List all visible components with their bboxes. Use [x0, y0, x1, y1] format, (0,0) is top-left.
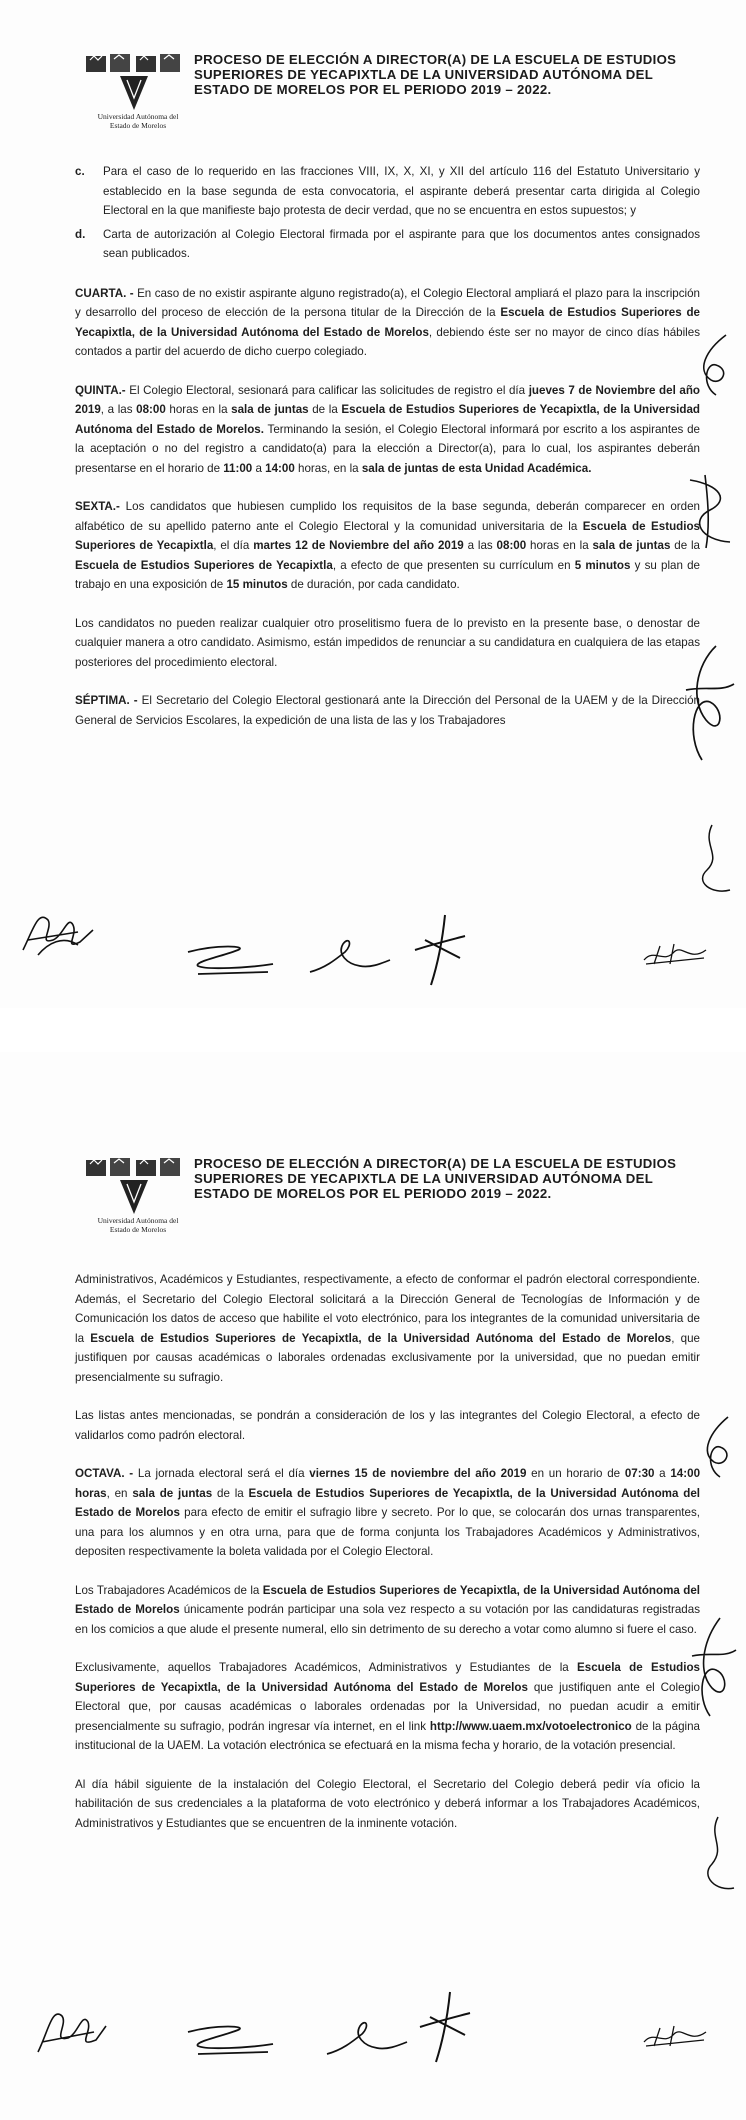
text-span: y su plan de trabajo en una exposición de [75, 558, 700, 591]
signature-bottom-1 [178, 2020, 278, 2060]
page-header [78, 1154, 698, 1244]
text-span: de la [670, 539, 701, 552]
text-span: La jornada electoral será el día [133, 1467, 310, 1480]
bold-span: jueves 7 de Noviembre del año 2019 [75, 383, 701, 416]
signature-bottom-left [18, 900, 98, 960]
list-text-d: Carta de autorización al Colegio Electoral firmada por el aspirante para que los documentos antes consignados sean publicados. [103, 227, 700, 260]
paragraph-cuarta [75, 284, 700, 362]
logo-caption [78, 1216, 198, 1234]
list-letter-d: d. [75, 227, 86, 241]
clause-label-cuarta: CUARTA. - [75, 286, 134, 300]
text-span: El Colegio Electoral, sesionará para calificar las solicitudes de registro el día [125, 383, 529, 397]
signature-bottom-1 [178, 940, 278, 980]
signature-bottom-2 [322, 2012, 412, 2062]
bold-span: Escuela de Estudios Superiores de Yecapixtla [75, 558, 333, 572]
bold-span: sala de juntas [231, 403, 309, 416]
list-letter-c: c. [75, 165, 85, 178]
bold-span: 14:00 horas [75, 1467, 701, 1500]
paragraph-listas: Las listas antes mencionadas, se pondrán a consideración de los y las integrantes del Colegio Electoral, a efecto de validarlos como padrón electoral. [75, 1409, 700, 1442]
bold-span: Escuela de Estudios Superiores de Yecapixtla, de la Universidad Autónoma del Estado de Morelos [75, 1661, 700, 1694]
bold-span: Escuela de Estudios Superiores de Yecapixtla, de la Universidad Autónoma del Estado de Morelos [75, 306, 700, 339]
text-span: En caso de no existir aspirante alguno registrado(a), el Colegio Electoral ampliará el plazo para la inscripción y desarrollo del proceso de elección de la persona titular de la Dirección de la [75, 286, 700, 319]
text-span: para efecto de emitir el sufragio libre y secreto. Por lo que, se colocarán dos urnas transparentes, una para los alumnos y en otra urna, para que de forma conjunta los Trabajadores Académicos y Administrativos, depositen respectivamente la boleta validada por el Colegio Electoral. [75, 1506, 700, 1558]
bold-span: 11:00 [223, 461, 253, 475]
signature-bottom-3 [405, 910, 475, 990]
paragraph-septima [75, 691, 700, 730]
bold-span: martes 12 de Noviembre del año 2019 [253, 539, 464, 552]
text-span: horas en la [165, 403, 232, 416]
paragraph-octava [75, 1464, 700, 1562]
paragraph-padron [75, 1270, 700, 1387]
text-span: , debiendo éste ser no mayor de cinco días hábiles contados a partir del acuerdo de dicho cuerpo colegiado. [75, 325, 700, 358]
bold-span: 08:00 [136, 403, 166, 416]
signature-margin-3 [688, 1812, 738, 1902]
bold-span: Escuela de Estudios Superiores de Yecapixtla [75, 519, 700, 552]
signature-margin-1 [686, 330, 738, 400]
text-span: Administrativos, Académicos y Estudiantes, respectivamente, a efecto de conformar el padrón electoral correspondiente. Además, el Secretario del Colegio Electoral solicitará a la Dirección General de Tecnologías de Información y de Comunicación los datos de acceso que habilite el voto electrónico, para los integrantes de la comunidad universitaria de la [75, 1273, 700, 1345]
signature-bottom-right [640, 2022, 710, 2052]
uaem-emblem-icon [84, 50, 184, 112]
clause-label-quinta: QUINTA.- [75, 383, 126, 397]
page-2-body [75, 1270, 700, 1852]
text-span: Terminando la sesión, el Colegio Electoral informará por escrito a los aspirantes de la aceptación o no del registro a candidato(a) para la elección a Director(a), para lo cual, los aspirantes deberán presentarse en el horario de [75, 422, 700, 475]
paragraph-habilitacion: Al día hábil siguiente de la instalación del Colegio Electoral, el Secretario del Colegio deberá pedir vía oficio la habilitación de sus credenciales a la plataforma de voto electrónico y deberá informar a los Trabajadores Académicos, Administrativos y Estudiantes que se encuentren de la inminente votación. [75, 1777, 700, 1830]
bold-span: 07:30 [624, 1467, 655, 1480]
document-title: PROCESO DE ELECCIÓN A DIRECTOR(A) DE LA ESCUELA DE ESTUDIOS SUPERIORES DE YECAPIXTLA DE LA UNIVERSIDAD AUTÓNOMA DEL ESTADO DE MORELOS POR EL PERIODO 2019 – 2022. [194, 1156, 677, 1201]
signature-margin-3 [676, 640, 740, 770]
text-span: a [654, 1467, 671, 1480]
bold-span: Escuela de Estudios Superiores de Yecapixtla, de la Universidad Autónoma del Estado de Morelos. [75, 403, 700, 436]
bold-span: viernes 15 de noviembre del año 2019 [309, 1467, 527, 1480]
text-span: de la [308, 403, 342, 416]
list-text-c: Para el caso de lo requerido en las fracciones VIII, IX, X, XI, y XII del artículo 116 del Estatuto Universitario y establecido en la base segunda de esta convocatoria, el aspirante deberá presentar carta dirigida al Colegio Electoral en la que manifieste bajo protesta de decir verdad, que no se encuentra en estos supuestos; y [103, 165, 700, 217]
document-page-2 [0, 1052, 746, 2120]
page-1-body [75, 162, 700, 749]
text-span: de la página institucional de la UAEM. La votación electrónica se efectuará en la misma fecha y horario, de la votación presencial. [75, 1719, 701, 1752]
bold-span: 15 minutos [226, 578, 288, 591]
text-span: de la [212, 1486, 249, 1500]
clause-label-septima: SÉPTIMA. - [75, 694, 138, 707]
text-span: a las [463, 539, 497, 552]
text-span: , el día [213, 539, 254, 552]
text-span: Los candidatos que hubiesen cumplido los requisitos de la base segunda, deberán comparecer en orden alfabético de su apellido paterno ante el Colegio Electoral y la comunidad universitaria de la [75, 500, 700, 533]
signature-bottom-right [640, 940, 710, 970]
text-span: a [252, 461, 266, 475]
paragraph-academicos [75, 1581, 700, 1640]
paragraph-sexta [75, 497, 700, 595]
paragraph-quinta [75, 381, 700, 479]
logo-caption [78, 112, 198, 130]
signature-margin-1 [690, 1412, 740, 1482]
signature-margin-4 [682, 820, 738, 900]
logo-caption-line-2: Estado de Morelos [109, 121, 167, 130]
text-span: Exclusivamente, aquellos Trabajadores Académicos, Administrativos y Estudiantes de la [75, 1661, 578, 1674]
list-item-d [75, 225, 700, 264]
paragraph-candidatos: Los candidatos no pueden realizar cualquier otro proselitismo fuera de lo previsto en la presente base, o denostar de cualquier manera a otro candidato. Asimismo, están impedidos de renunciar a su candidatura en cualquiera de las etapas posteriores del procedimiento electoral. [75, 616, 700, 669]
voting-link[interactable]: http://www.uaem.mx/votoelectronico [429, 1719, 632, 1733]
clause-label-sexta: SEXTA.- [75, 500, 120, 513]
text-span: horas en la [526, 539, 593, 552]
signature-bottom-2 [305, 930, 395, 980]
bold-span: 14:00 [265, 461, 295, 475]
logo-caption-line-2: Estado de Morelos [109, 1225, 167, 1234]
text-span: de duración, por cada candidato. [287, 578, 460, 591]
paragraph-voto-electronico [75, 1658, 700, 1756]
page-header [78, 50, 698, 140]
bold-span: Escuela de Estudios Superiores de Yecapixtla, de la Universidad Autónoma del Estado de Morelos [75, 1583, 700, 1616]
signature-margin-2 [684, 1612, 740, 1722]
bold-span: 08:00 [496, 539, 527, 552]
signature-margin-2 [680, 470, 740, 550]
page-gap [0, 1008, 746, 1052]
logo-caption-line-1: Universidad Autónoma del [97, 112, 179, 121]
text-span: horas, en la [294, 461, 362, 475]
text-span: únicamente podrán participar una sola vez respecto a su votación por las candidaturas registradas en los comicios a que alude el presente numeral, ello sin detrimento de su derecho a votar como alumno si fuere el caso. [75, 1603, 700, 1636]
text-span: , a efecto de que presenten su currículum en [332, 558, 575, 572]
bold-span: sala de juntas [592, 539, 671, 552]
bold-span: sala de juntas de esta Unidad Académica. [361, 461, 592, 475]
list-item-c [75, 162, 700, 221]
text-span: que justifiquen ante el Colegio Electoral que, por causas académicas o laborales ordenadas por la Universidad, no puedan acudir a emitir presencialmente su sufragio, podrán ingresar vía internet, en el link [75, 1680, 701, 1733]
bold-span: Escuela de Estudios Superiores de Yecapixtla, de la Universidad Autónoma del Estado de Morelos [75, 1486, 700, 1519]
text-span: Los Trabajadores Académicos de la [75, 1583, 263, 1597]
signature-bottom-3 [410, 1987, 480, 2067]
text-span: El Secretario del Colegio Electoral gestionará ante la Dirección del Personal de la UAEM y de la Dirección General de Servicios Escolares, la expedición de una lista de las y los Trabajadores [75, 694, 700, 727]
uaem-logo [78, 1154, 188, 1240]
bold-span: sala de juntas [132, 1486, 213, 1500]
text-span: , que justifiquen por causas académicas o laborales ordenadas exclusivamente por la universidad, que no puedan emitir presencialmente su sufragio. [75, 1331, 700, 1384]
signature-bottom-left [30, 1992, 110, 2062]
document-page-1 [0, 0, 746, 1008]
uaem-emblem-icon [84, 1154, 184, 1216]
text-span: , a las [100, 403, 137, 416]
text-span: , en [106, 1486, 133, 1500]
uaem-logo [78, 50, 188, 136]
bold-span: Escuela de Estudios Superiores de Yecapixtla, de la Universidad Autónoma del Estado de Morelos [90, 1331, 672, 1345]
clause-label-octava: OCTAVA. - [75, 1467, 134, 1480]
text-span: en un horario de [526, 1467, 625, 1480]
logo-caption-line-1: Universidad Autónoma del [97, 1216, 179, 1225]
document-title: PROCESO DE ELECCIÓN A DIRECTOR(A) DE LA ESCUELA DE ESTUDIOS SUPERIORES DE YECAPIXTLA DE LA UNIVERSIDAD AUTÓNOMA DEL ESTADO DE MORELOS POR EL PERIODO 2019 – 2022. [194, 52, 677, 97]
bold-span: 5 minutos [574, 558, 631, 572]
